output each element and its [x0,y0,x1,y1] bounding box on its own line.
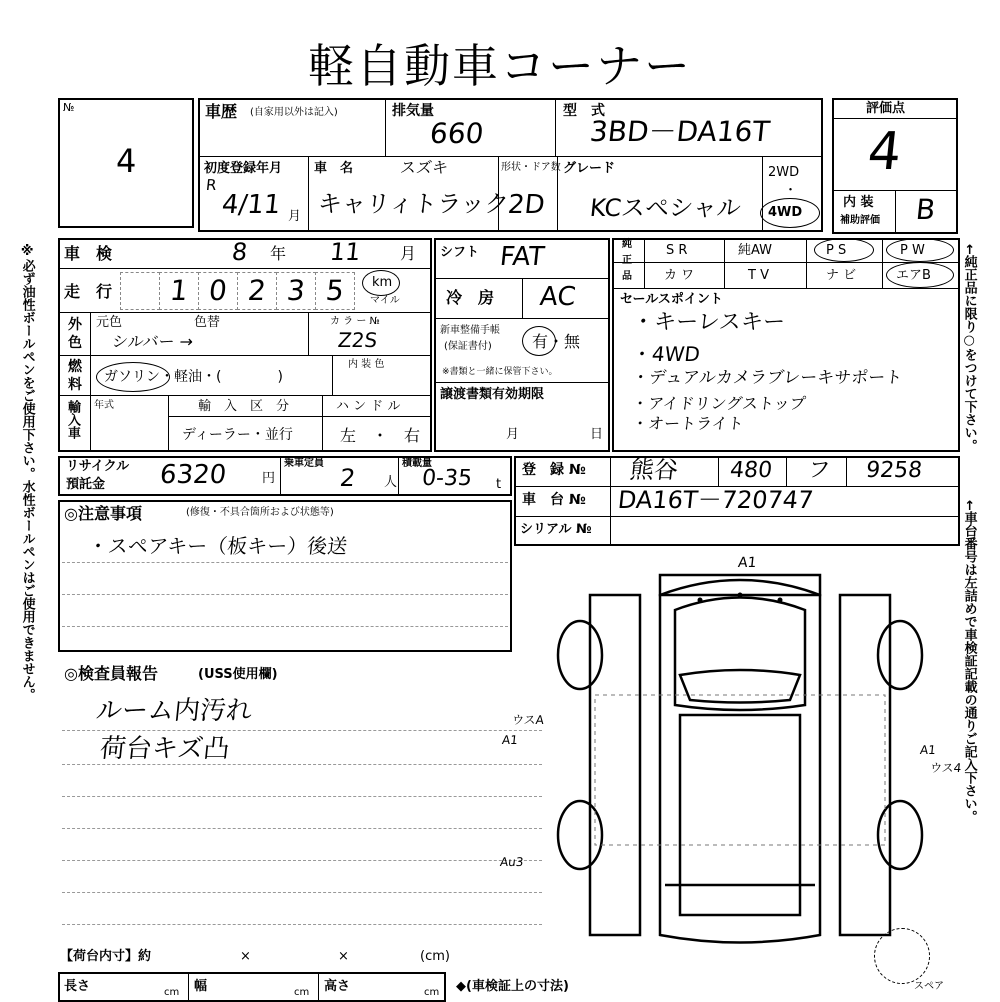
manual-label-2: (保証書付) [444,341,492,352]
lot-no-label: № [63,101,75,114]
car-name-value: キャリィトラック [316,190,511,218]
cargo-note: ◆(車検証上の寸法) [456,979,569,994]
cargo-width-label: 幅 [194,979,208,994]
registration-number: 9258 [864,458,924,483]
registration-class: 480 [728,458,774,483]
interior-label-2: 補助評価 [840,215,880,226]
mileage-digit: 2 [246,274,268,307]
handle-label: ハ ン ド ル [336,399,401,414]
registration-label: 登 録 № [522,462,586,478]
mileage-digits [120,272,356,310]
diagram-mark-a1-left: A1 [501,733,519,747]
sales-point-item: ・キーレスキー [630,310,787,335]
cargo-height-cm: cm [424,987,440,998]
transfer-month: 月 [506,427,520,442]
model-value: 3BD－DA16T [588,115,772,148]
recycle-label-2: 預託金 [66,477,106,492]
inspector-line-2: 荷台キズ凸 [98,734,232,764]
mileage-unit-mile: マイル [370,295,400,306]
sales-point-item: ・オートライト [631,414,745,433]
transfer-label: 譲渡書類有効期限 [440,387,545,402]
mileage-digit: 1 [168,274,190,307]
fuel-options: ガソリン・軽油・( ) [104,369,283,385]
manual-note: ※書類と一緒に保管下さい。 [442,367,558,377]
cargo-x1: × [240,949,251,964]
capacity-label: 乗車定員 [284,458,324,469]
mileage-digit: 3 [285,274,307,307]
cargo-length-cm: cm [164,987,180,998]
registration-kana: フ [806,458,832,483]
inspector-line-1: ルーム内汚れ [94,696,254,726]
lot-number-box [58,98,194,228]
inspector-sub: (USS使用欄) [198,667,278,682]
mileage-unit-km: km [372,275,393,290]
model-label: 型 式 [563,103,605,119]
diagram-mark-a1-right: A1 [919,743,937,757]
shift-value: FAT [498,242,546,272]
sales-point-item: ・デュアルカメラブレーキサポート [631,368,904,388]
side-note-right-chassis: ←車台番号は左詰めで車検証記載の通りご記入下さい。 [961,500,977,823]
car-diagram [540,555,940,955]
mileage-digit: 0 [207,274,229,307]
chassis-label: 車 台 № [522,492,586,508]
car-name-maker: スズキ [399,158,450,177]
inspection-label: 車 検 [64,244,113,263]
notes-sub: (修復・不具合箇所および状態等) [186,507,334,518]
import-side: 輸入車 [65,400,80,439]
equipment-airbag: エアB [896,268,931,283]
cargo-length-label: 長さ [64,979,91,994]
exterior-value: シルバー → [111,332,195,351]
lot-no-value: 4 [116,142,137,180]
inspection-month: 11 [328,238,363,266]
registration-place: 熊谷 [628,456,680,484]
evaluation-value: 4 [864,122,905,182]
color-no-label: カ ラ ー № [330,316,380,327]
drive-4wd-circle [760,198,820,228]
page-title: 軽自動車コーナー [308,39,692,93]
diagram-mark-us4: ウス4 [929,761,963,775]
sales-point-item: ・アイドリングストップ [631,394,807,413]
equipment-pw: P W [900,243,925,258]
inspection-year-unit: 年 [270,244,287,263]
shift-label: シフト [440,245,480,260]
displacement-value: 660 [428,117,486,150]
inspection-month-unit: 月 [400,244,417,263]
chassis-value: DA16T－720747 [616,486,815,514]
first-reg-value: 4/11 [220,190,282,220]
aircon-value: AC [538,282,578,312]
recycle-label-1: リサイクル [66,459,130,474]
mileage-label: 走 行 [64,282,113,301]
drive-4wd: 4WD [768,205,803,220]
equipment-side-2: 正 [622,255,632,266]
spare-label: スペア [914,981,944,992]
serial-label: シリアル № [520,522,592,537]
load-label: 積載量 [402,458,432,469]
first-reg-era: R [205,176,218,194]
recycle-value: 6320 [158,460,228,490]
grade-value: KCスペシャル [588,194,743,222]
cargo-label: 【荷台内寸】約 [60,949,152,964]
cargo-height-label: 高さ [324,979,351,994]
diagram-mark-usa: ウスA [511,713,545,727]
first-reg-label: 初度登録年月 [204,161,283,176]
recycle-unit: 円 [262,471,276,486]
equipment-ps-circle [814,238,874,262]
car-name-label: 車 名 [314,161,354,176]
interior-label-1: 内 装 [843,195,874,210]
history-note: (自家用以外は記入) [250,107,338,118]
manual-yes-circle [522,326,556,356]
door-label: 形状・ドア数 [501,162,561,173]
notes-text: ・スペアキー（板キー）後送 [86,534,349,558]
equipment-navi: ナ ビ [826,268,857,283]
spare-tire-circle [874,928,930,984]
exterior-side-2: 色 [68,335,82,351]
color-no-value: Z2S [336,328,379,352]
mileage-km-circle [362,270,400,296]
handle-value: 左 ・ 右 [340,426,421,445]
side-note-left: ※必ず油性ボールペンをご使用下さい。水性ボールペンはご使用できません。 [19,244,35,701]
equipment-side-3: 品 [622,271,632,282]
capacity-unit: 人 [384,475,398,490]
equipment-pw-circle [886,238,954,262]
notes-label: ◎注意事項 [64,504,142,523]
equipment-ps: P S [826,243,847,258]
exterior-side-1: 外 [68,317,82,333]
import-type-label: 輸 入 区 分 [198,399,290,414]
import-type-value: ディーラー・並行 [182,427,293,443]
manual-label-1: 新車整備手帳 [440,325,500,336]
equipment-sr: S R [666,243,688,258]
exterior-orig-label: 元色 [96,315,123,330]
exterior-change-label: 色替 [194,315,221,330]
history-label: 車歴 [205,102,238,121]
fuel-side-2: 料 [68,377,82,393]
door-value: 2D [506,190,547,220]
inspector-label: ◎検査員報告 [64,664,158,683]
capacity-value: 2 [338,464,357,492]
side-note-right-genuine: ←純正品に限り○をつけて下さい。 [961,244,977,452]
aircon-label: 冷 房 [446,288,495,307]
sales-points-label: セールスポイント [620,292,723,307]
import-year-label: 年式 [94,400,114,411]
cargo-dimensions-box [58,972,446,1002]
diagram-mark-a1-top: A1 [737,555,758,571]
drive-2wd: 2WD [768,165,800,180]
diagram-mark-au3: Au3 [499,855,525,869]
load-unit: t [496,477,502,492]
mileage-digit: 5 [324,274,346,307]
equipment-aw: 純AW [738,243,773,258]
drive-dot: ・ [784,183,798,198]
cargo-width-cm: cm [294,987,310,998]
interior-color-label: 内 装 色 [348,359,385,370]
equipment-side-1: 純 [622,239,632,250]
load-value: 0-35 [420,466,474,491]
transfer-day: 日 [590,427,604,442]
cargo-x2: × [338,949,349,964]
equipment-airbag-circle [886,262,954,288]
fuel-side-1: 燃 [68,359,82,375]
cargo-unit: (cm) [420,949,450,964]
displacement-label: 排気量 [392,103,434,119]
first-reg-unit: 月 [288,209,302,224]
interior-value: B [914,193,938,226]
sales-point-item: ・4WD [630,342,702,366]
inspection-year: 8 [230,238,249,266]
fuel-gasoline-circle [96,362,170,392]
equipment-leather: カ ワ [664,268,695,283]
equipment-tv: T V [748,268,769,283]
manual-value: 有・無 [532,332,581,351]
evaluation-label: 評価点 [866,101,906,116]
grade-label: グレード [563,161,616,176]
